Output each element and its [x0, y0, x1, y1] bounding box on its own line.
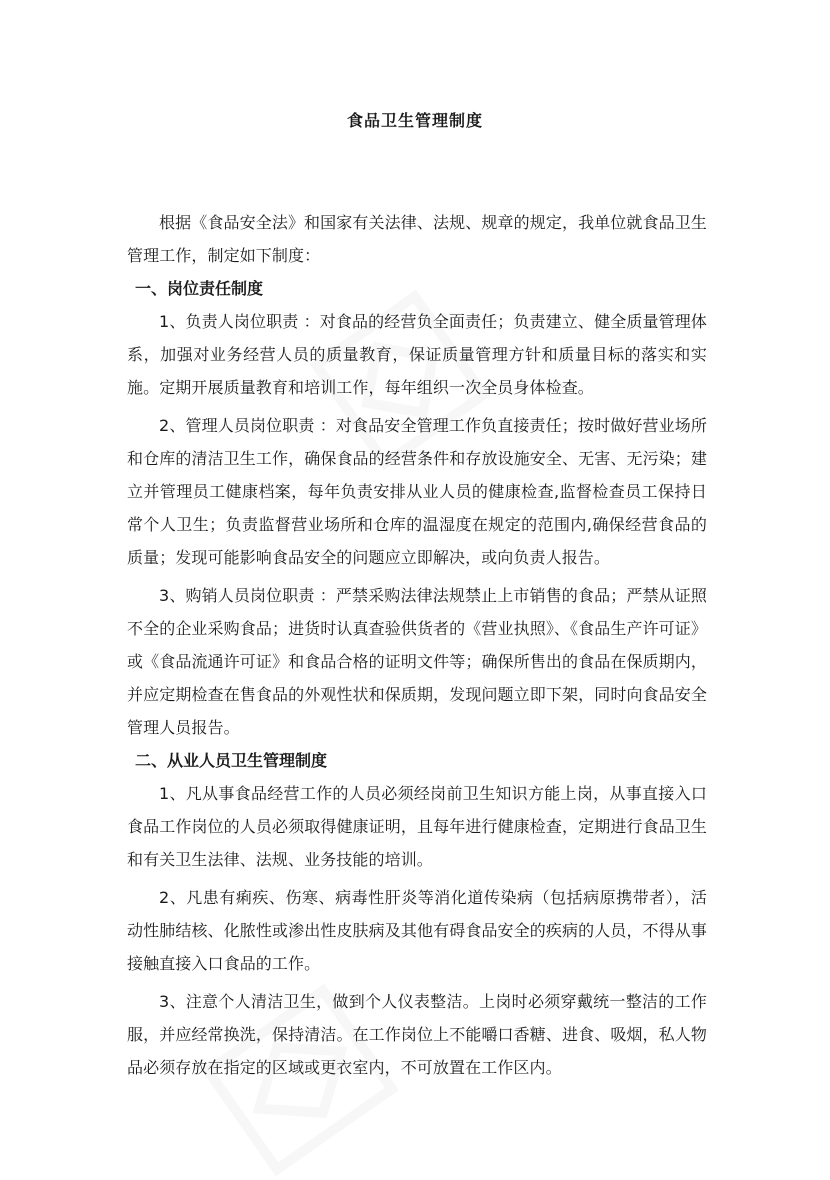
- section-heading: 一、岗位责任制度: [135, 279, 264, 298]
- paragraph: 1、负责人岗位职责 ：对食品的经营负全面责任；负责建立、健全质量管理体系，加强对业务经营人员的质量教育，保证质量管理方针和质量目标的落实和实施。定期开展质量教育和培训工作，每年组织一次全员身体检查。: [127, 312, 707, 397]
- paragraph: 3、注意个人清洁卫生，做到个人仪表整洁。上岗时必须穿戴统一整洁的工作服，并应经常换洗，保持清洁。在工作岗位上不能嚼口香糖、进食、吸烟，私人物品必须存放在指定的区域或更衣室内，不可放置在工作区内。: [127, 992, 707, 1077]
- paragraph: 3、购销人员岗位职责 ：严禁采购法律法规禁止上市销售的食品；严禁从证照不全的企业采购食品；进货时认真查验供货者的《营业执照》、《食品生产许可证》或《食品流通许可证》和食品合格的证明文件等；确保所售出的食品在保质期内，并应定期检查在售食品的外观性状和保质期，发现问题立即下架，同时向食品安全管理人员报告。: [127, 586, 707, 737]
- section: [127, 272, 707, 744]
- section: [127, 744, 707, 1084]
- page-title: 食品卫生管理制度: [346, 111, 483, 130]
- paragraph: 1、凡从事食品经营工作的人员必须经岗前卫生知识方能上岗，从事直接入口食品工作岗位的人员必须取得健康证明，且每年进行健康检查，定期进行食品卫生和有关卫生法律、法规、业务技能的培训。: [127, 784, 707, 869]
- paragraph: 2、凡患有痢疾、伤寒、病毒性肝炎等消化道传染病（包括病原携带者），活动性肺结核、化脓性或渗出性皮肤病及其他有碍食品安全的疾病的人员，不得从事接触直接入口食品的工作。: [127, 888, 707, 973]
- paragraph: 2、管理人员岗位职责 ：对食品安全管理工作负直接责任；按时做好营业场所和仓库的清洁卫生工作，确保食品的经营条件和存放设施安全、无害、无污染；建立并管理员工健康档案，每年负责安排从业人员的健康检查,监督检查员工保持日常个人卫生；负责监督营业场所和仓库的温湿度在规定的范围内,确保经营食品的质量；发现可能影响食品安全的问题应立即解决，或向负责人报告。: [127, 416, 707, 567]
- intro-paragraph: 根据《食品安全法》和国家有关法律、法规、规章的规定，我单位就食品卫生管理工作，制定如下制度：: [127, 213, 707, 265]
- document-body: [127, 206, 707, 1084]
- section-heading: 二、从业人员卫生管理制度: [135, 751, 328, 770]
